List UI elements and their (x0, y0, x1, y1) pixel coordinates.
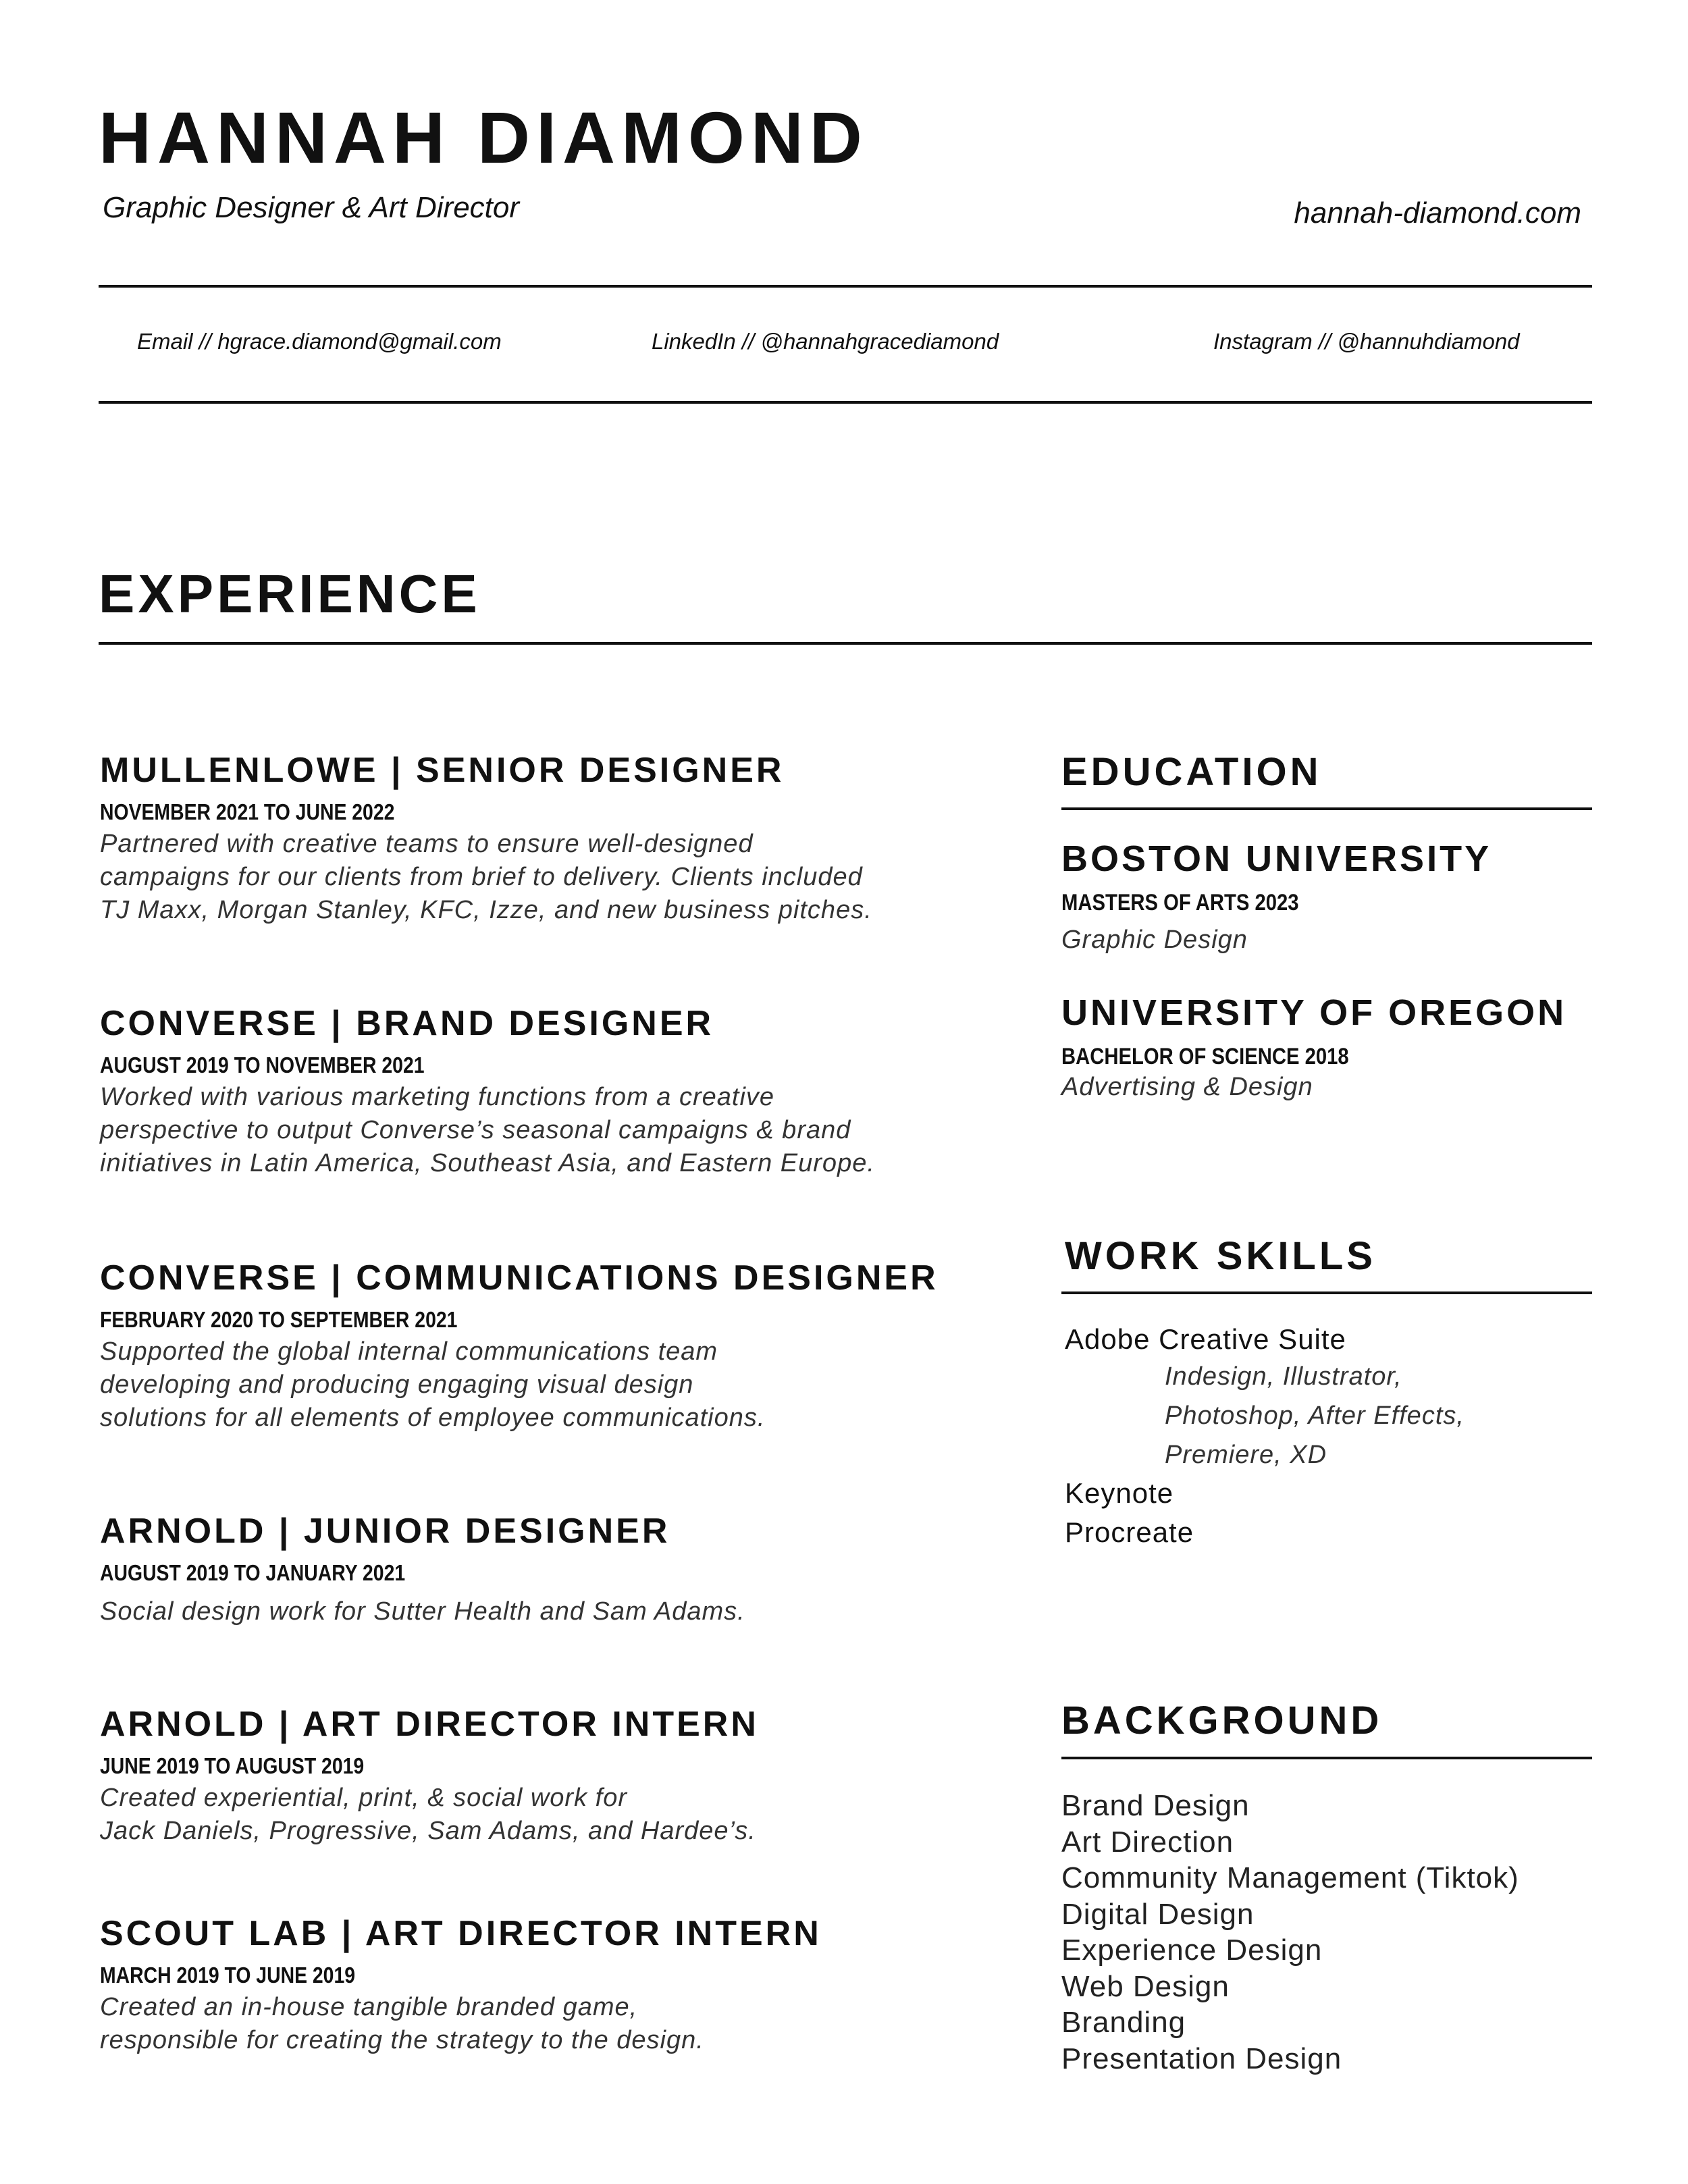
education-rule (1061, 807, 1592, 810)
contact-email[interactable]: Email // hgrace.diamond@gmail.com (137, 329, 502, 354)
education-entry (1061, 994, 1566, 1102)
background-item: Art Direction (1061, 1825, 1234, 1859)
school-name: UNIVERSITY OF OREGON (1061, 992, 1567, 1033)
job-description (100, 1081, 998, 1180)
job-title: SCOUT LAB | ART DIRECTOR INTERN (100, 1914, 822, 1953)
skills-rule (1061, 1291, 1592, 1294)
contact-linkedin[interactable]: LinkedIn // @hannahgracediamond (652, 329, 999, 354)
job-entry (100, 1514, 998, 1628)
job-dates: NOVEMBER 2021 TO JUNE 2022 (100, 799, 395, 824)
job-entry (100, 1916, 998, 2057)
job-description-line: campaigns for our clients from brief to delivery. Clients included (100, 863, 863, 891)
job-entry (100, 1006, 998, 1180)
job-description (100, 828, 998, 927)
contact-instagram[interactable]: Instagram // @hannuhdiamond (1213, 329, 1520, 354)
job-description-line: Social design work for Sutter Health and Sam Adams. (100, 1597, 745, 1626)
job-description (100, 1991, 998, 2057)
degree: BACHELOR OF SCIENCE 2018 (1061, 1044, 1349, 1069)
degree: MASTERS OF ARTS 2023 (1061, 890, 1299, 915)
field-of-study: Advertising & Design (1061, 1073, 1313, 1101)
job-entry (100, 1260, 998, 1435)
skill-adobe: Adobe Creative Suite (1065, 1323, 1346, 1355)
experience-heading: EXPERIENCE (99, 564, 481, 624)
job-entry (100, 753, 998, 927)
background-item: Digital Design (1061, 1897, 1255, 1931)
job-description-line: Created experiential, print, & social work for (100, 1784, 627, 1812)
job-dates: JUNE 2019 TO AUGUST 2019 (100, 1753, 365, 1778)
job-title: ARNOLD | ART DIRECTOR INTERN (100, 1705, 759, 1744)
job-dates: MARCH 2019 TO JUNE 2019 (100, 1963, 356, 1988)
school-name: BOSTON UNIVERSITY (1061, 838, 1492, 879)
job-description-line: Created an in-house tangible branded game, (100, 1993, 638, 2021)
job-description-line: Jack Daniels, Progressive, Sam Adams, and Hardee’s. (100, 1817, 756, 1845)
background-item: Community Management (Tiktok) (1061, 1861, 1519, 1894)
background-rule (1061, 1757, 1592, 1759)
background-item: Branding (1061, 2006, 1186, 2039)
job-description-line: Supported the global internal communications team (100, 1337, 718, 1366)
job-description-line: initiatives in Latin America, Southeast Asia, and Eastern Europe. (100, 1149, 875, 1177)
skills-heading: WORK SKILLS (1065, 1234, 1376, 1278)
skill-adobe-apps: Photoshop, After Effects, (1165, 1402, 1465, 1430)
background-item: Presentation Design (1061, 2042, 1342, 2075)
job-dates: FEBRUARY 2020 TO SEPTEMBER 2021 (100, 1307, 458, 1332)
resume-name: HANNAH DIAMOND (99, 97, 868, 178)
job-dates: AUGUST 2019 TO JANUARY 2021 (100, 1560, 406, 1585)
skill-keynote: Keynote (1065, 1477, 1174, 1509)
job-entry (100, 1707, 998, 1848)
job-dates: AUGUST 2019 TO NOVEMBER 2021 (100, 1053, 425, 1077)
job-description-line: solutions for all elements of employee communications. (100, 1404, 766, 1432)
experience-rule (99, 642, 1592, 645)
job-title: MULLENLOWE | SENIOR DESIGNER (100, 751, 785, 790)
background-item: Web Design (1061, 1969, 1230, 2003)
job-description-line: Partnered with creative teams to ensure well-designed (100, 830, 754, 858)
job-description-line: TJ Maxx, Morgan Stanley, KFC, Izze, and new business pitches. (100, 896, 872, 924)
job-description-line: responsible for creating the strategy to the design. (100, 2026, 704, 2054)
job-description (100, 1595, 998, 1628)
job-description (100, 1782, 998, 1848)
field-of-study: Graphic Design (1061, 926, 1248, 954)
job-title: ARNOLD | JUNIOR DESIGNER (100, 1512, 670, 1551)
website-link[interactable]: hannah-diamond.com (1294, 196, 1581, 230)
job-description-line: developing and producing engaging visual design (100, 1370, 694, 1399)
background-heading: BACKGROUND (1061, 1699, 1383, 1742)
education-entry (1061, 838, 1492, 955)
background-item: Brand Design (1061, 1789, 1250, 1822)
education-heading: EDUCATION (1061, 750, 1322, 794)
skill-adobe-apps: Indesign, Illustrator, (1165, 1362, 1402, 1391)
header-bottom-rule (99, 401, 1592, 404)
background-item: Experience Design (1061, 1934, 1323, 1967)
skill-procreate: Procreate (1065, 1516, 1194, 1548)
job-description (100, 1335, 998, 1435)
job-title: CONVERSE | BRAND DESIGNER (100, 1004, 714, 1043)
job-description-line: Worked with various marketing functions from a creative (100, 1083, 775, 1111)
background-list (1061, 1788, 1519, 2077)
job-title: CONVERSE | COMMUNICATIONS DESIGNER (100, 1258, 939, 1298)
header-top-rule (99, 285, 1592, 288)
job-description-line: perspective to output Converse’s seasonal campaigns & brand (100, 1116, 851, 1144)
resume-subtitle: Graphic Designer & Art Director (103, 191, 520, 224)
skill-adobe-apps: Premiere, XD (1165, 1441, 1327, 1469)
